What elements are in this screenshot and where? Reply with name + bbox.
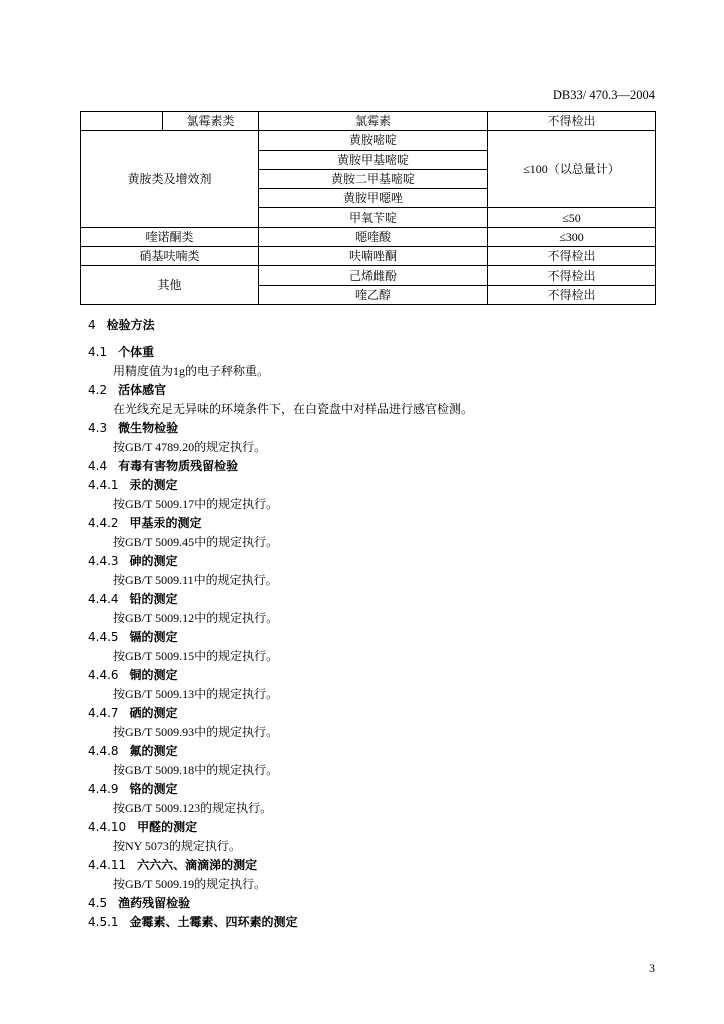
drug-name-cell: 黄胺甲基嘧啶 xyxy=(259,150,488,169)
drug-name-cell: 黄胺二甲基嘧啶 xyxy=(259,169,488,188)
clause-title: 汞的测定 xyxy=(129,478,178,492)
clause-text: 按GB/T 5009.18中的规定执行。 xyxy=(113,763,279,777)
clause-heading xyxy=(88,666,678,685)
clause-title: 个体重 xyxy=(118,345,155,359)
drug-name-cell: 喹乙醇 xyxy=(259,285,488,304)
clause-heading xyxy=(88,343,678,362)
clause-title: 甲醛的测定 xyxy=(137,820,198,834)
clause-title: 铜的测定 xyxy=(129,668,178,682)
drug-name-cell: 己烯雌酚 xyxy=(259,266,488,285)
limit-cell: ≤300 xyxy=(488,227,656,246)
table-row xyxy=(81,247,656,266)
clause-number: 4.4.2 xyxy=(88,516,119,530)
clause-title: 镉的测定 xyxy=(129,630,178,644)
clause-heading xyxy=(88,419,678,438)
clause-heading xyxy=(88,590,678,609)
clause-text: 按GB/T 5009.123的规定执行。 xyxy=(113,801,273,815)
clause-text: 在光线充足无异味的环境条件下，在白瓷盘中对样品进行感官检测。 xyxy=(113,402,474,416)
clause-number: 4.4.10 xyxy=(88,820,127,834)
clause-heading xyxy=(88,628,678,647)
limit-cell: 不得检出 xyxy=(488,112,656,131)
clause-heading xyxy=(88,514,678,533)
drug-category-cell: 硝基呋喃类 xyxy=(81,247,259,266)
clause-text: 用精度值为1g的电子秤称重。 xyxy=(113,364,270,378)
table-row xyxy=(81,112,656,131)
drug-name-cell: 呋喃唑酮 xyxy=(259,247,488,266)
clause-number: 4.2 xyxy=(88,383,108,397)
clause-text: 按GB/T 5009.45中的规定执行。 xyxy=(113,535,279,549)
clause-heading xyxy=(88,476,678,495)
clause-title: 硒的测定 xyxy=(129,706,178,720)
clause-heading xyxy=(88,913,678,932)
clause-number: 4.3 xyxy=(88,421,108,435)
residue-limit-table xyxy=(80,111,656,305)
drug-category-cell: 氯霉素类 xyxy=(163,112,259,131)
limit-cell: ≤50 xyxy=(488,208,656,227)
drug-name-cell: 甲氧苄啶 xyxy=(259,208,488,227)
drug-category-cell: 黄胺类及增效剂 xyxy=(81,131,259,227)
clause-title: 金霉素、土霉素、四环素的测定 xyxy=(129,915,298,929)
clause-title: 砷的测定 xyxy=(129,554,178,568)
clause-number: 4.1 xyxy=(88,345,108,359)
clause-number: 4.4.3 xyxy=(88,554,119,568)
clause-text: 按GB/T 5009.17中的规定执行。 xyxy=(113,497,279,511)
clause-heading xyxy=(88,704,678,723)
clause-heading xyxy=(88,457,678,476)
document-code: DB33/ 470.3—2004 xyxy=(552,88,655,102)
clause-text: 按GB/T 5009.93中的规定执行。 xyxy=(113,725,279,739)
clause-heading xyxy=(88,818,678,837)
clause-text: 按GB/T 5009.15中的规定执行。 xyxy=(113,649,279,663)
clause-text: 按NY 5073的规定执行。 xyxy=(113,839,241,853)
drug-name-cell: 噁喹酸 xyxy=(259,227,488,246)
clause-number: 4.4.1 xyxy=(88,478,119,492)
clause-number: 4.4.9 xyxy=(88,782,119,796)
clause-heading xyxy=(88,381,678,400)
clause-number: 4.4.6 xyxy=(88,668,119,682)
limit-cell: 不得检出 xyxy=(488,266,656,285)
clause-title: 甲基汞的测定 xyxy=(129,516,202,530)
chapter-title: 检验方法 xyxy=(106,318,155,332)
clause-title: 活体感官 xyxy=(118,383,167,397)
clause-number: 4.4.7 xyxy=(88,706,119,720)
clause-title: 六六六、滴滴涕的测定 xyxy=(137,858,258,872)
clause-title: 渔药残留检验 xyxy=(118,896,191,910)
limit-cell: ≤100（以总量计） xyxy=(488,131,656,208)
clause-text: 按GB/T 5009.13中的规定执行。 xyxy=(113,687,279,701)
drug-name-cell: 黄胺甲噁唑 xyxy=(259,189,488,208)
chapter-number: 4 xyxy=(88,318,96,332)
clause-title: 铬的测定 xyxy=(129,782,178,796)
clause-number: 4.4 xyxy=(88,459,108,473)
clause-text: 按GB/T 5009.19的规定执行。 xyxy=(113,877,267,891)
clause-number: 4.4.5 xyxy=(88,630,119,644)
clause-title: 微生物检验 xyxy=(118,421,179,435)
drug-name-cell: 黄胺嘧啶 xyxy=(259,131,488,150)
clause-text: 按GB/T 4789.20的规定执行。 xyxy=(113,440,267,454)
clause-heading xyxy=(88,742,678,761)
clause-number: 4.4.4 xyxy=(88,592,119,606)
drug-category-cell: 喹诺酮类 xyxy=(81,227,259,246)
clause-title: 氟的测定 xyxy=(129,744,178,758)
clause-title: 铅的测定 xyxy=(129,592,178,606)
table-row xyxy=(81,131,656,150)
table-row xyxy=(81,227,656,246)
clause-number: 4.5.1 xyxy=(88,915,119,929)
clause-text: 按GB/T 5009.12中的规定执行。 xyxy=(113,611,279,625)
drug-name-cell: 氯霉素 xyxy=(259,112,488,131)
table-row xyxy=(81,266,656,285)
chapter-heading xyxy=(88,316,678,335)
limit-cell: 不得检出 xyxy=(488,247,656,266)
page-number: 3 xyxy=(649,961,655,975)
clause-heading xyxy=(88,856,678,875)
table-cell-empty xyxy=(81,112,163,131)
clause-heading xyxy=(88,894,678,913)
clause-text: 按GB/T 5009.11中的规定执行。 xyxy=(113,573,278,587)
clause-heading xyxy=(88,780,678,799)
clause-number: 4.5 xyxy=(88,896,108,910)
drug-category-cell: 其他 xyxy=(81,266,259,305)
clause-number: 4.4.8 xyxy=(88,744,119,758)
clause-title: 有毒有害物质残留检验 xyxy=(118,459,239,473)
limit-cell: 不得检出 xyxy=(488,285,656,304)
test-methods-section xyxy=(88,316,678,932)
clause-number: 4.4.11 xyxy=(88,858,127,872)
clause-heading xyxy=(88,552,678,571)
